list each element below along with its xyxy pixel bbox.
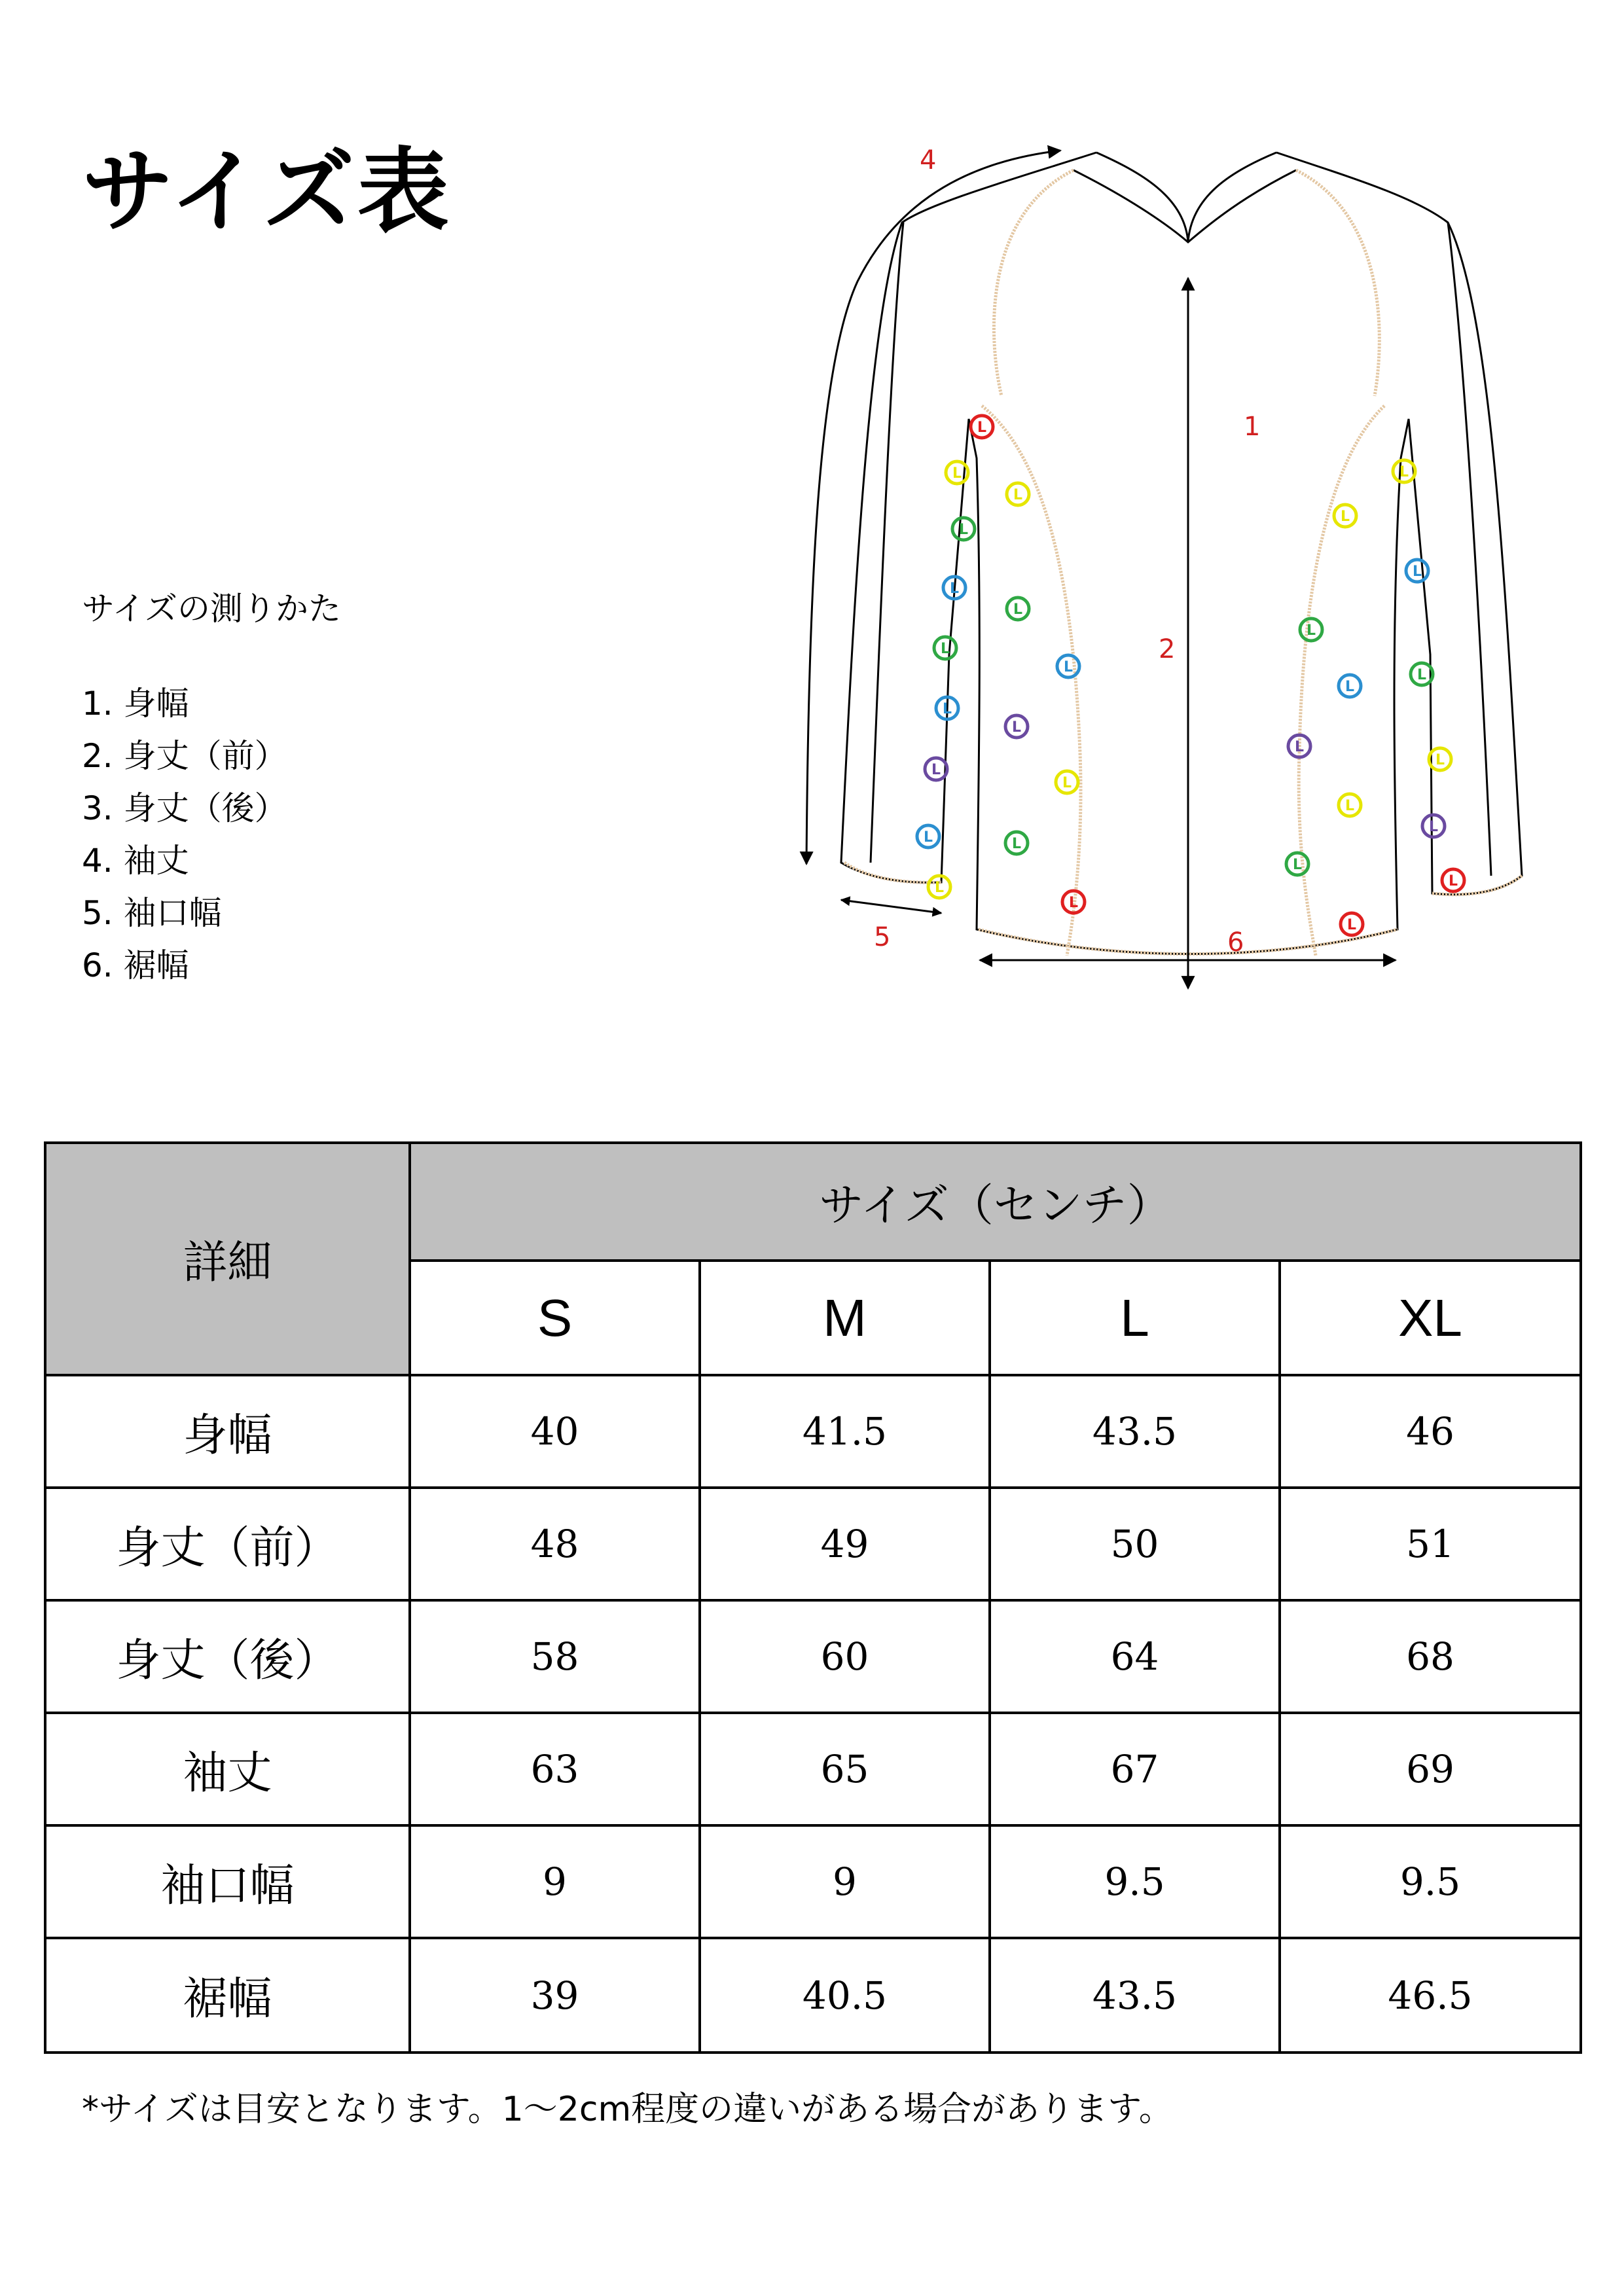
shirt-diagram <box>772 124 1525 1041</box>
dot-icon <box>1300 619 1322 641</box>
right-sleeve-inner <box>1448 223 1491 876</box>
dot-icon <box>1442 869 1464 891</box>
dot-letter: L <box>1344 679 1355 695</box>
row-label: 裾幅 <box>45 1938 410 2053</box>
table-cell: 40.5 <box>700 1938 990 2053</box>
dot-letter: L <box>1294 739 1305 755</box>
dot-letter: L <box>952 465 962 482</box>
dot-icon <box>1062 891 1085 913</box>
dot-letter: L <box>1340 509 1350 525</box>
label-body-width: 1 <box>1244 412 1261 442</box>
collar-inner <box>1074 170 1296 242</box>
table-cell: 43.5 <box>990 1938 1280 2053</box>
table-cell: 46.5 <box>1280 1938 1581 2053</box>
table-cell: 40 <box>410 1375 700 1488</box>
size-xl: XL <box>1280 1261 1581 1375</box>
dot-letter: L <box>1344 798 1355 814</box>
guide-item-6: 6. 裾幅 <box>82 946 189 984</box>
dot-letter: L <box>1013 487 1023 503</box>
guide-item-2: 2. 身丈（前） <box>82 737 287 775</box>
table-row <box>45 1938 1581 2053</box>
dot-icon <box>1341 913 1363 935</box>
dot-icon <box>936 697 958 719</box>
table-cell: 9 <box>410 1825 700 1938</box>
dot-icon <box>1339 794 1361 816</box>
table-row <box>45 1825 1581 1938</box>
table-cell: 68 <box>1280 1600 1581 1713</box>
dot-icon <box>952 518 975 540</box>
page-title: サイズ表 <box>82 139 452 245</box>
row-label: 身丈（前） <box>45 1488 410 1600</box>
table-cell: 60 <box>700 1600 990 1713</box>
dot-letter: L <box>1416 667 1427 683</box>
table-cell: 63 <box>410 1713 700 1825</box>
guide-item-5: 5. 袖口幅 <box>82 894 222 932</box>
dot-letter: L <box>1428 819 1439 835</box>
label-hem-width: 6 <box>1227 927 1244 958</box>
dot-icon <box>1288 735 1310 757</box>
dot-letter: L <box>1011 836 1022 852</box>
dot-letter: L <box>1306 622 1316 639</box>
dot-icon <box>925 758 947 780</box>
table-cell: 46 <box>1280 1375 1581 1488</box>
size-table <box>44 1141 1582 2054</box>
dot-letter: L <box>958 522 969 538</box>
dot-letter: L <box>1013 601 1023 618</box>
guide-item-4: 4. 袖丈 <box>82 842 189 880</box>
size-s: S <box>410 1261 700 1375</box>
dot-letter: L <box>942 701 952 717</box>
row-label: 身幅 <box>45 1375 410 1488</box>
guide-item-1: 1. 身幅 <box>82 685 189 723</box>
header-size-group: サイズ（センチ） <box>410 1143 1581 1261</box>
dot-letter: L <box>1346 917 1357 933</box>
dot-icon <box>1005 832 1028 854</box>
table-cell: 9.5 <box>1280 1825 1581 1938</box>
dot-icon <box>1406 560 1428 582</box>
dot-letter: L <box>977 420 987 436</box>
dot-icon <box>1339 675 1361 697</box>
guide-heading: サイズの測りかた <box>82 590 341 628</box>
left-raglan-seam <box>994 170 1074 396</box>
dot-icon <box>917 825 939 848</box>
dot-icon <box>1056 771 1078 793</box>
left-sleeve-inner <box>871 223 903 863</box>
table-cell: 39 <box>410 1938 700 2053</box>
table-cell: 65 <box>700 1713 990 1825</box>
table-cell: 69 <box>1280 1713 1581 1825</box>
decorative-dots <box>917 416 1464 935</box>
left-side-panel <box>982 406 1081 956</box>
dot-icon <box>1286 853 1308 875</box>
measurement-guide <box>82 589 341 992</box>
size-note: *サイズは目安となります。1〜2cm程度の違いがある場合があります。 <box>82 2090 1173 2129</box>
raglan-trim <box>844 170 1522 956</box>
dot-letter: L <box>934 880 945 896</box>
dot-letter: L <box>1412 564 1422 580</box>
row-label: 袖丈 <box>45 1713 410 1825</box>
dot-letter: L <box>1062 775 1072 791</box>
right-cuff-trim <box>1432 876 1522 895</box>
table-cell: 49 <box>700 1488 990 1600</box>
label-cuff-width: 5 <box>874 922 891 952</box>
label-sleeve-length: 4 <box>920 145 937 175</box>
table-cell: 64 <box>990 1600 1280 1713</box>
table-row <box>45 1488 1581 1600</box>
guide-list <box>82 677 341 992</box>
guide-item-3: 3. 身丈（後） <box>82 789 287 827</box>
size-l: L <box>990 1261 1280 1375</box>
header-detail: 詳細 <box>45 1143 410 1375</box>
dot-letter: L <box>1448 873 1458 889</box>
dot-letter: L <box>1068 895 1079 911</box>
table-cell: 51 <box>1280 1488 1581 1600</box>
dot-icon <box>1422 815 1445 837</box>
dot-letter: L <box>1011 719 1022 736</box>
right-raglan-seam <box>1296 170 1379 396</box>
label-body-length: 2 <box>1159 634 1176 664</box>
row-label: 身丈（後） <box>45 1600 410 1713</box>
table-cell: 41.5 <box>700 1375 990 1488</box>
row-label: 袖口幅 <box>45 1825 410 1938</box>
table-row <box>45 1375 1581 1488</box>
dot-letter: L <box>1292 857 1303 873</box>
table-cell: 9.5 <box>990 1825 1280 1938</box>
dot-icon <box>943 577 965 599</box>
table-row <box>45 1600 1581 1713</box>
dot-icon <box>1429 748 1451 770</box>
table-cell: 50 <box>990 1488 1280 1600</box>
dot-icon <box>1007 598 1029 620</box>
dot-letter: L <box>923 829 933 846</box>
dot-letter: L <box>949 581 960 597</box>
table-cell: 48 <box>410 1488 700 1600</box>
dot-letter: L <box>1435 752 1445 768</box>
dot-letter: L <box>940 641 950 657</box>
dot-icon <box>1057 655 1079 677</box>
table-cell: 43.5 <box>990 1375 1280 1488</box>
dot-letter: L <box>1063 659 1074 675</box>
size-m: M <box>700 1261 990 1375</box>
dot-letter: L <box>931 762 941 778</box>
table-row <box>45 1713 1581 1825</box>
dot-icon <box>1393 460 1415 482</box>
shirt-outline <box>841 152 1522 954</box>
table-cell: 9 <box>700 1825 990 1938</box>
shirt-body-outline <box>841 152 1522 954</box>
dot-icon <box>1334 505 1356 527</box>
dot-icon <box>1007 483 1029 505</box>
table-cell: 67 <box>990 1713 1280 1825</box>
dot-icon <box>934 637 956 659</box>
cuff-width-arrow <box>841 900 941 913</box>
dot-icon <box>971 416 993 438</box>
table-cell: 58 <box>410 1600 700 1713</box>
dot-icon <box>928 876 950 898</box>
dot-icon <box>1005 715 1028 738</box>
dot-letter: L <box>1399 464 1409 480</box>
